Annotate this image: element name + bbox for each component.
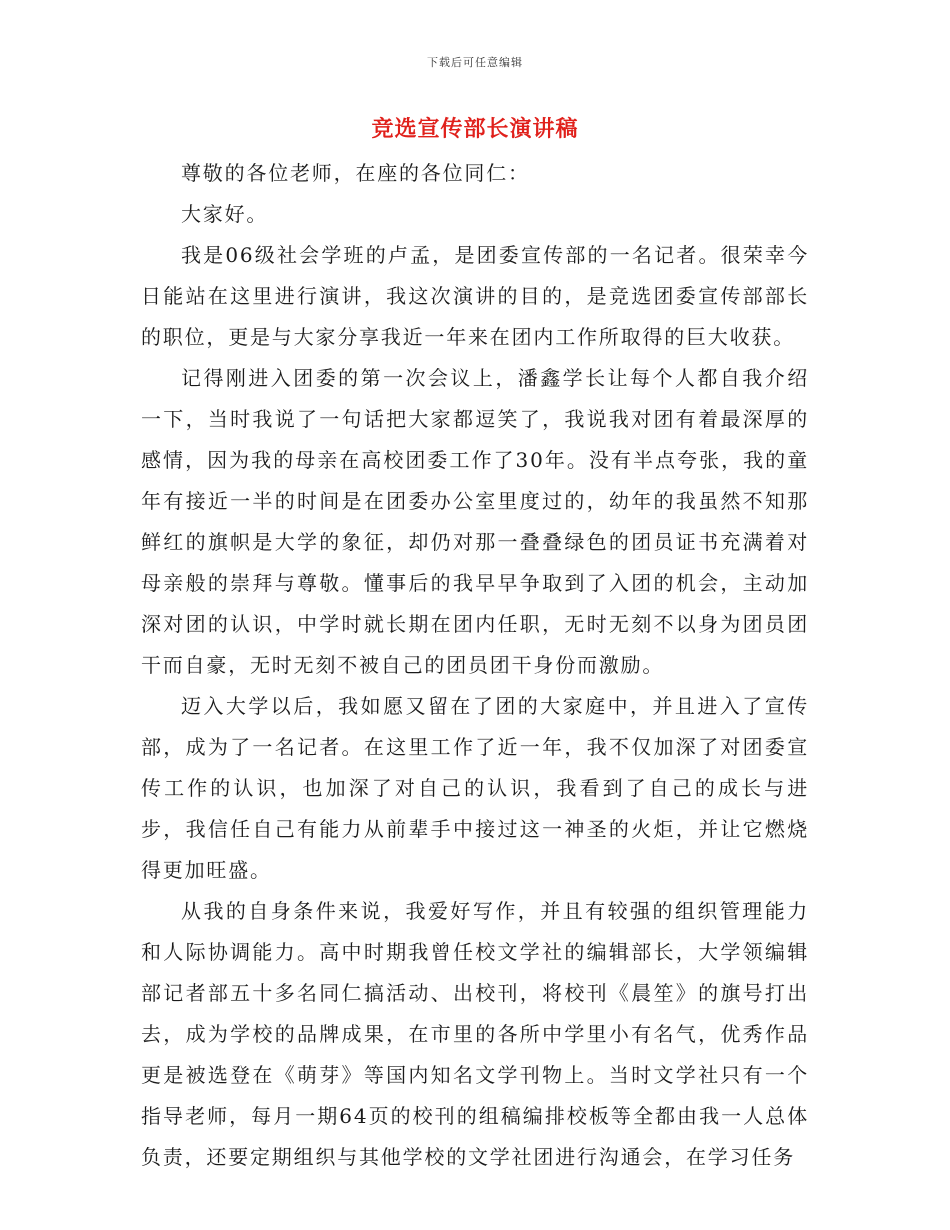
body-paragraph: 记得刚进入团委的第一次会议上，潘鑫学长让每个人都自我介绍一下，当时我说了一句话把大家都逗笑了，我说我对团有着最深厚的感情，因为我的母亲在高校团委工作了30年。没有半点夸张，我的童年有接近一半的时间是在团委办公室里度过的，幼年的我虽然不知那鲜红的旗帜是大学的象征，却仍对那一叠叠绿色的团员证书充满着对母亲般的崇拜与尊敬。懂事后的我早早争取到了入团的机会，主动加深对团的认识，中学时就长期在团内任职，无时无刻不以身为团员团干而自豪，无时无刻不被自己的团员团干身份而激励。 bbox=[141, 366, 809, 677]
salutation-paragraph: 尊敬的各位老师，在座的各位同仁： bbox=[181, 161, 530, 185]
header-note: 下载后可任意编辑 bbox=[427, 56, 523, 69]
document-body bbox=[141, 153, 809, 1178]
body-paragraph: 我是06级社会学班的卢孟，是团委宣传部的一名记者。很荣幸今日能站在这里进行演讲，我这次演讲的目的，是竞选团委宣传部部长的职位，更是与大家分享我近一年来在团内工作所取得的巨大收获。 bbox=[141, 243, 809, 349]
body-paragraph: 从我的自身条件来说，我爱好写作，并且有较强的组织管理能力和人际协调能力。高中时期我曾任校文学社的编辑部长，大学领编辑部记者部五十多名同仁搞活动、出校刊，将校刊《晨笙》的旗号打出去，成为学校的品牌成果，在市里的各所中学里小有名气，优秀作品更是被选登在《萌芽》等国内知名文学刊物上。当时文学社只有一个指导老师，每月一期64页的校刊的组稿编排校板等全都由我一人总体负责，还要定期组织与其他学校的文学社团进行沟通会，在学习任务 bbox=[141, 899, 809, 1169]
body-paragraph: 迈入大学以后，我如愿又留在了团的大家庭中，并且进入了宣传部，成为了一名记者。在这里工作了近一年，我不仅加深了对团委宣传工作的认识，也加深了对自己的认识，我看到了自己的成长与进步，我信任自己有能力从前辈手中接过这一神圣的火炬，并让它燃烧得更加旺盛。 bbox=[141, 694, 809, 882]
greeting-paragraph: 大家好。 bbox=[181, 202, 269, 226]
document-title: 竞选宣传部长演讲稿 bbox=[371, 116, 579, 142]
